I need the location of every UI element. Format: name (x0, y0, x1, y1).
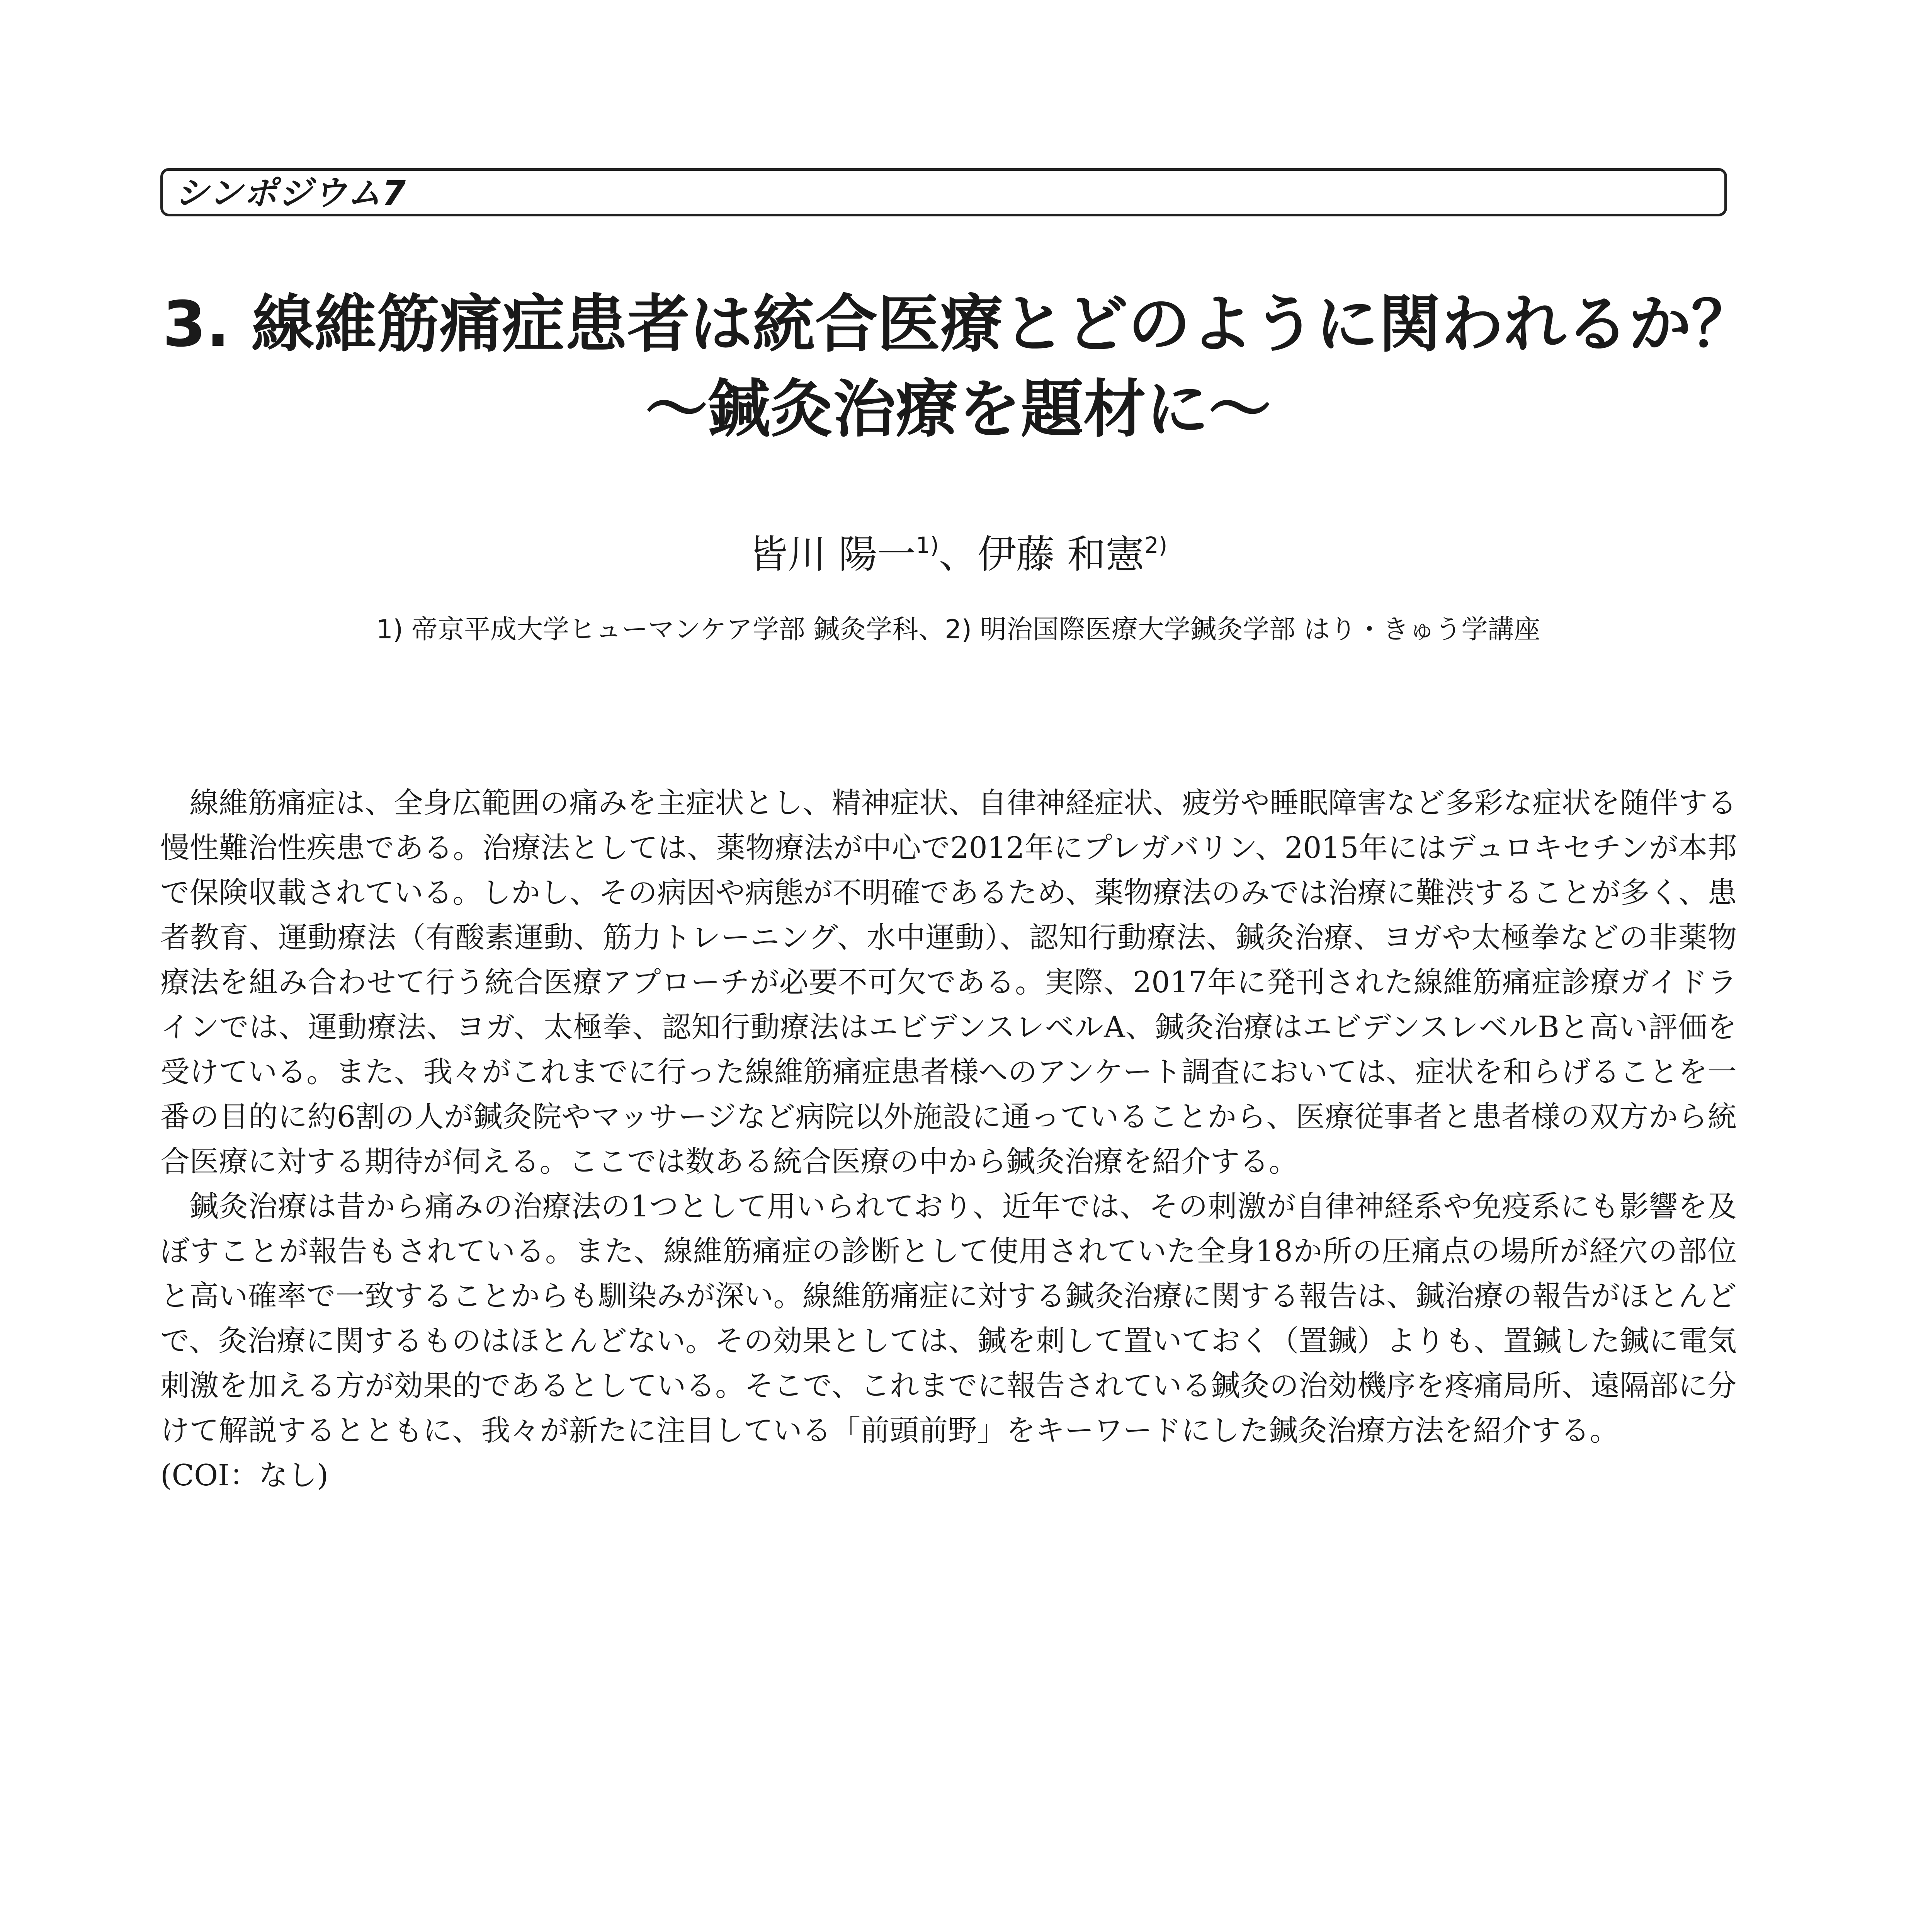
coi-statement: (COI：なし) (160, 1458, 328, 1492)
paper-title-line1: 3. 線維筋痛症患者は統合医療とどのように関われるか？ (162, 288, 1754, 361)
author-name: 皆川 陽一 (749, 532, 916, 577)
author-name: 伊藤 和憲 (978, 532, 1144, 577)
author-list (155, 529, 1762, 580)
author-separator: 、 (939, 532, 978, 577)
author-affiliation-mark: 1) (916, 532, 939, 558)
affiliations: 1) 帝京平成大学ヒューマンケア学部 鍼灸学科、2) 明治国際医療大学鍼灸学部 はり・きゅう学講座 (376, 614, 1540, 645)
abstract-paragraph: 線維筋痛症は、全身広範囲の痛みを主症状とし、精神症状、自律神経症状、疲労や睡眠障害など多彩な症状を随伴する慢性難治性疾患である。治療法としては、薬物療法が中心で2012年にプレガバリン、2015年にはデュロキセチンが本邦で保険収載されている。しかし、その病因や病態が不明確であるため、薬物療法のみでは治療に難渋することが多く、患者教育、運動療法（有酸素運動、筋力トレーニング、水中運動）、認知行動療法、鍼灸治療、ヨガや太極拳などの非薬物療法を組み合わせて行う統合医療アプローチが必要不可欠である。実際、2017年に発刊された線維筋痛症診療ガイドラインでは、運動療法、ヨガ、太極拳、認知行動療法はエビデンスレベルA、鍼灸治療はエビデンスレベルBと高い評価を受けている。また、我々がこれまでに行った線維筋痛症患者様へのアンケート調査においては、症状を和らげることを一番の目的に約6割の人が鍼灸院やマッサージなど病院以外施設に通っていることから、医療従事者と患者様の双方から統合医療に対する期待が伺える。ここでは数ある統合医療の中から鍼灸治療を紹介する。 (160, 786, 1737, 1179)
section-header-box (160, 168, 1727, 216)
abstract-paragraph: 鍼灸治療は昔から痛みの治療法の1つとして用いられており、近年では、その刺激が自律神経系や免疫系にも影響を及ぼすことが報告もされている。また、線維筋痛症の診断として使用されていた全身18か所の圧痛点の場所が経穴の部位と高い確率で一致することからも馴染みが深い。線維筋痛症に対する鍼灸治療に関する報告は、鍼治療の報告がほとんどで、灸治療に関するものはほとんどない。その効果としては、鍼を刺して置いておく（置鍼）よりも、置鍼した鍼に電気刺激を加える方が効果的であるとしている。そこで、これまでに報告されている鍼灸の治効機序を疼痛局所、遠隔部に分けて解説するとともに、我々が新たに注目している「前頭前野」をキーワードにした鍼灸治療方法を紹介する。 (160, 1189, 1737, 1447)
paper-title-line2: 〜鍼灸治療を題材に〜 (645, 373, 1271, 446)
author-affiliation-mark: 2) (1144, 532, 1168, 558)
abstract-body (160, 781, 1737, 1498)
section-label: シンポジウム7 (175, 173, 407, 213)
